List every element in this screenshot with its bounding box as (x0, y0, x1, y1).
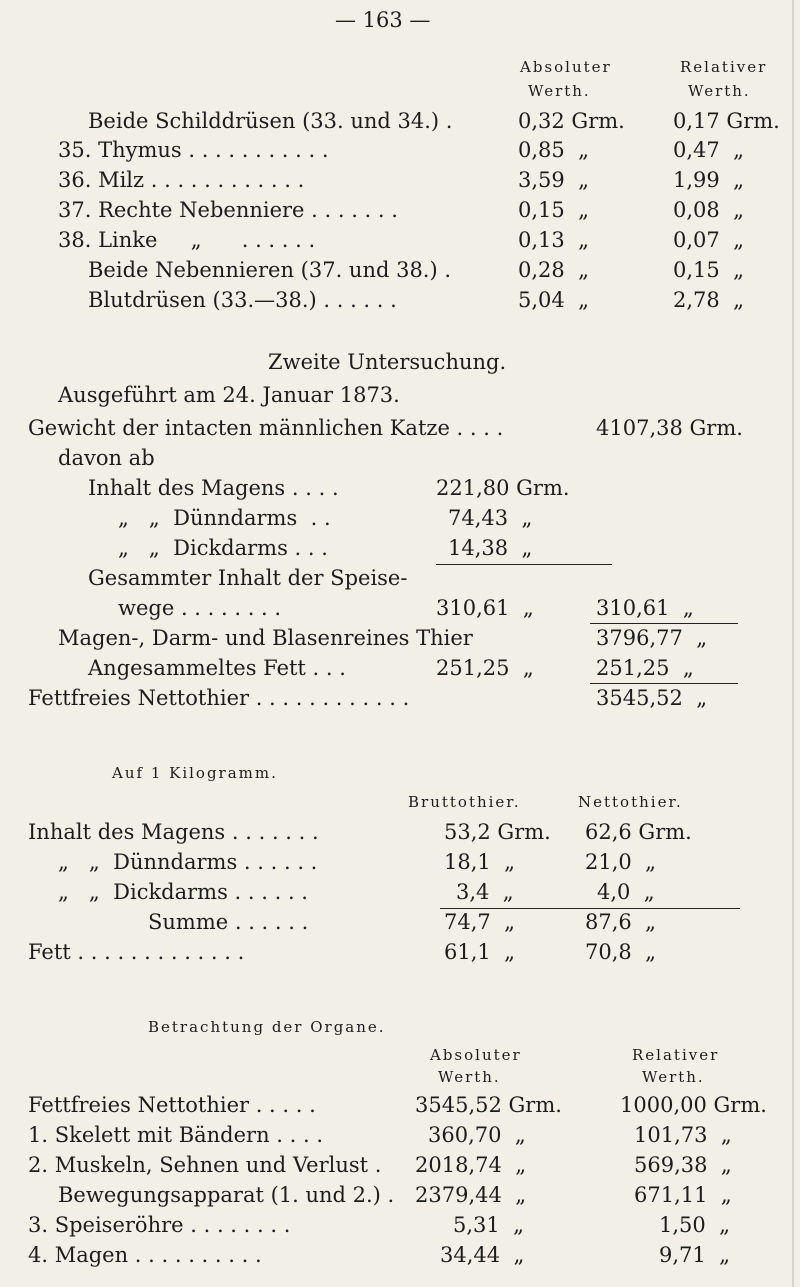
t1-row-abs: 0,15 „ (518, 198, 589, 222)
s2-row3-label: „ „ Dickdarms . . . (118, 536, 328, 560)
s4-row-abs: 3545,52 Grm. (415, 1093, 562, 1117)
s4-row-label: 3. Speiseröhre . . . . . . . . (28, 1213, 291, 1237)
s2-row3-value: 14,38 „ (448, 536, 533, 560)
s2-row1-label: Inhalt des Magens . . . . (88, 476, 339, 500)
sum-rule (590, 683, 738, 684)
section3-title: Auf 1 Kilogramm. (112, 764, 278, 782)
weight-value: 4107,38 Grm. (596, 416, 743, 440)
page-edge-shadow (792, 0, 794, 1287)
t1-row-label: 38. Linke „ . . . . . . (58, 228, 316, 252)
t1-row-label: Beide Nebennieren (37. und 38.) . (88, 258, 452, 282)
s4-row-rel: 101,73 „ (634, 1123, 732, 1147)
s2-row2-value: 74,43 „ (448, 506, 533, 530)
s2-row7-label: Fettfreies Nettothier . . . . . . . . . . . . (28, 686, 410, 710)
s4-row-abs: 5,31 „ (453, 1213, 524, 1237)
t1-row-label: 36. Milz . . . . . . . . . . . . (58, 168, 305, 192)
s3-header-brutto: Bruttothier. (408, 793, 521, 811)
s2-row4-value: 310,61 „ (436, 596, 534, 620)
s3-row-label: „ „ Dickdarms . . . . . . (58, 880, 308, 904)
sum-rule (436, 564, 612, 565)
s3-row-b: 87,6 „ (585, 910, 656, 934)
s2-row5-value: 3796,77 „ (596, 626, 708, 650)
s2-row4-value2: 310,61 „ (596, 596, 694, 620)
s2-row7-value: 3545,52 „ (596, 686, 708, 710)
section2-date: Ausgeführt am 24. Januar 1873. (58, 383, 400, 407)
sum-rule (590, 623, 738, 624)
s2-row4-label-2: wege . . . . . . . . (118, 596, 282, 620)
s3-row-b: 4,0 „ (597, 880, 655, 904)
t1-row-rel: 0,08 „ (673, 198, 744, 222)
t1-row-label: Blutdrüsen (33.—38.) . . . . . . (88, 288, 397, 312)
t1-row-rel: 0,07 „ (673, 228, 744, 252)
s3-row-label: „ „ Dünndarms . . . . . . (58, 850, 318, 874)
s4-row-rel: 671,11 „ (634, 1183, 732, 1207)
s2-row6-label: Angesammeltes Fett . . . (88, 656, 346, 680)
s3-row-b: 70,8 „ (585, 940, 656, 964)
s3-header-netto: Nettothier. (578, 793, 683, 811)
s4-header-rel-1: Relativer (632, 1046, 720, 1064)
section2-title: Zweite Untersuchung. (268, 350, 507, 374)
s4-header-rel-2: Werth. (642, 1068, 705, 1086)
t1-row-rel: 1,99 „ (673, 168, 744, 192)
s4-row-rel: 569,38 „ (634, 1153, 732, 1177)
t1-row-rel: 0,15 „ (673, 258, 744, 282)
t1-row-abs: 0,85 „ (518, 138, 589, 162)
s3-row-a: 18,1 „ (444, 850, 515, 874)
t1-row-rel: 0,47 „ (673, 138, 744, 162)
t1-row-abs: 3,59 „ (518, 168, 589, 192)
s4-row-label: 4. Magen . . . . . . . . . . (28, 1243, 262, 1267)
s3-row-label: Inhalt des Magens . . . . . . . (28, 820, 319, 844)
t1-header-rel-2: Werth. (688, 82, 751, 100)
s4-header-abs-2: Werth. (438, 1068, 501, 1086)
s2-row6-value2: 251,25 „ (596, 656, 694, 680)
s4-row-abs: 2018,74 „ (415, 1153, 527, 1177)
s2-row5-label: Magen-, Darm- und Blasenreines Thier (58, 626, 473, 650)
s3-row-a: 3,4 „ (456, 880, 514, 904)
s4-row-rel: 1,50 „ (659, 1213, 730, 1237)
t1-row-abs: 0,13 „ (518, 228, 589, 252)
s3-row-a: 61,1 „ (444, 940, 515, 964)
t1-header-abs-2: Werth. (528, 82, 591, 100)
s2-row4-label-1: Gesammter Inhalt der Speise- (88, 566, 408, 590)
s3-row-label: Fett . . . . . . . . . . . . . (28, 940, 245, 964)
sum-rule (440, 908, 740, 909)
s3-row-label: Summe . . . . . . (148, 910, 309, 934)
s3-row-a: 74,7 „ (444, 910, 515, 934)
s4-row-rel: 1000,00 Grm. (620, 1093, 767, 1117)
s4-row-label: Fettfreies Nettothier . . . . . (28, 1093, 316, 1117)
section4-title: Betrachtung der Organe. (148, 1018, 386, 1036)
s2-row1-value: 221,80 Grm. (436, 476, 570, 500)
t1-row-abs: 5,04 „ (518, 288, 589, 312)
s4-row-label: Bewegungsapparat (1. und 2.) . (58, 1183, 395, 1207)
s4-row-abs: 34,44 „ (440, 1243, 525, 1267)
s4-row-abs: 360,70 „ (428, 1123, 526, 1147)
t1-row-abs: 0,28 „ (518, 258, 589, 282)
s4-header-abs-1: Absoluter (430, 1046, 522, 1064)
t1-row-label: Beide Schilddrüsen (33. und 34.) . (88, 109, 453, 133)
s4-row-abs: 2379,44 „ (415, 1183, 527, 1207)
davon-label: davon ab (58, 446, 155, 470)
t1-row-rel: 0,17 Grm. (673, 109, 780, 133)
s3-row-b: 62,6 Grm. (585, 820, 692, 844)
s3-row-a: 53,2 Grm. (444, 820, 551, 844)
s3-row-b: 21,0 „ (585, 850, 656, 874)
t1-header-abs-1: Absoluter (520, 58, 612, 76)
t1-row-abs: 0,32 Grm. (518, 109, 625, 133)
page-number: — 163 — (335, 8, 431, 32)
t1-row-label: 35. Thymus . . . . . . . . . . . (58, 138, 329, 162)
s4-row-label: 2. Muskeln, Sehnen und Verlust . (28, 1153, 382, 1177)
s2-row6-value: 251,25 „ (436, 656, 534, 680)
s4-row-rel: 9,71 „ (659, 1243, 730, 1267)
weight-label: Gewicht der intacten männlichen Katze . . . . (28, 416, 504, 440)
s4-row-label: 1. Skelett mit Bändern . . . . (28, 1123, 324, 1147)
t1-row-label: 37. Rechte Nebenniere . . . . . . . (58, 198, 398, 222)
s2-row2-label: „ „ Dünndarms . . (118, 506, 331, 530)
t1-header-rel-1: Relativer (680, 58, 768, 76)
t1-row-rel: 2,78 „ (673, 288, 744, 312)
